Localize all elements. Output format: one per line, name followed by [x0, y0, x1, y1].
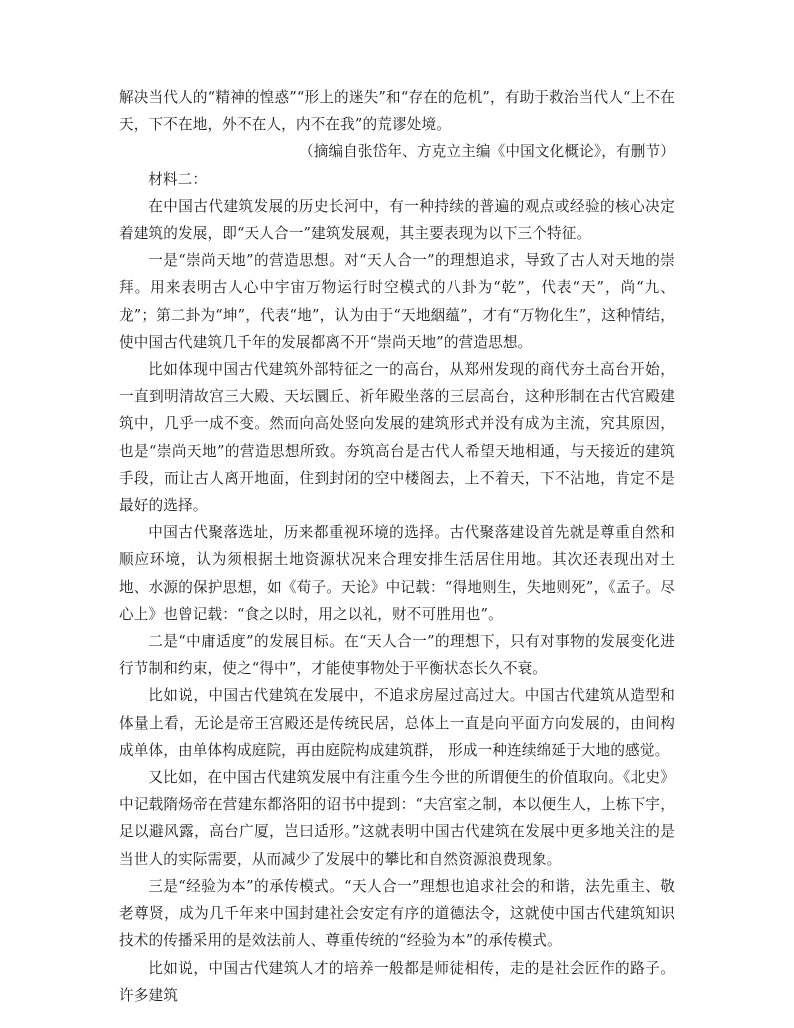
paragraph-settlement-site: 中国古代聚落选址，历来都重视环境的选择。古代聚落建设首先就是尊重自然和顺应环境，认为须根据土地资源状况来合理安排生活居住用地。其次还表现出对土地、水源的保护思想，如《荀子。天论》中记载：“得地则生，失地则死”，《孟子。尽心上》也曾记载：“食之以时，用之以礼，财不可胜用也”。: [119, 524, 675, 623]
document-page: [119, 84, 675, 1009]
paragraph-feature-two: 二是“中庸适度”的发展目标。在“天人合一”的理想下，只有对事物的发展变化进行节制和约束，使之“得中”，才能使事物处于平衡状态长久不衰。: [119, 633, 675, 678]
section-heading-material-two: 材料二：: [148, 170, 208, 188]
paragraph-horizontal-development: 比如说，中国古代建筑在发展中，不追求房屋过高过大。中国古代建筑从造型和体量上看，无论是帝王宫殿还是传统民居，总体上一直是向平面方向发展的，由间构成单体，由单体构成庭院，再由庭院构成建筑群， 形成一种连续绵延于大地的感觉。: [119, 687, 675, 759]
source-citation: （摘编自张岱年、方克立主编《中国文化概论》，有删节）: [298, 143, 675, 161]
paragraph-intro: 在中国古代建筑发展的历史长河中，有一种持续的普遍的观点或经验的核心决定着建筑的发展，即“天人合一”建筑发展观，其主要表现为以下三个特征。: [119, 197, 675, 243]
paragraph-practical-value: 又比如，在中国古代建筑发展中有注重今生今世的所谓便生的价值取向。《北史》中记载隋炀帝在营建东都洛阳的诏书中提到：“夫宫室之制，本以便生人，上栋下宇，足以避风露，高台广厦，岂曰适形。”这就表明中国古代建筑在发展中更多地关注的是当世人的实际需要，从而减少了发展中的攀比和自然资源浪费现象。: [119, 769, 675, 868]
paragraph-apprenticeship: 比如说，中国古代建筑人才的培养一般都是师徒相传，走的是社会匠作的路子。许多建筑: [119, 959, 675, 1004]
paragraph-high-platform: 比如体现中国古代建筑外部特征之一的高台，从郑州发现的商代夯土高台开始，一直到明清故宫三大殿、天坛圜丘、祈年殿坐落的三层高台，这种形制在古代宫殿建筑中，几乎一成不变。然而向高处竖向发展的建筑形式并没有成为主流，究其原因，也是“崇尚天地”的营造思想所致。夯筑高台是古代人希望天地相通，与天接近的建筑手段，而让古人离开地面，住到封闭的空中楼阁去，上不着天，下不沾地，肯定不是最好的选择。: [119, 361, 675, 515]
paragraph-feature-one: 一是“崇尚天地”的营造思想。对“天人合一”的理想追求，导致了古人对天地的崇拜。用来表明古人心中宇宙万物运行时空模式的八卦为“乾”，代表“天”，尚“九、龙”；第二卦为“坤”，代表“地”，认为由于“天地絪蕴”，才有“万物化生”，这种情结，使中国古代建筑几千年的发展都离不开“崇尚天地”的营造思想。: [119, 252, 675, 351]
paragraph-feature-three: 三是“经验为本”的承传模式。“天人合一”理想也追求社会的和谐，法先重主、敬老尊贤，成为几千年来中国封建社会安定有序的道德法令，这就使中国古代建筑知识技术的传播采用的是效法前人、尊重传统的“经验为本”的承传模式。: [119, 877, 675, 950]
paragraph-continuation: 解决当代人的“精神的惶惑”“形上的迷失”和“存在的危机”，有助于救治当代人“上不在天，下不在地，外不在人，内不在我”的荒谬处境。: [119, 89, 675, 134]
